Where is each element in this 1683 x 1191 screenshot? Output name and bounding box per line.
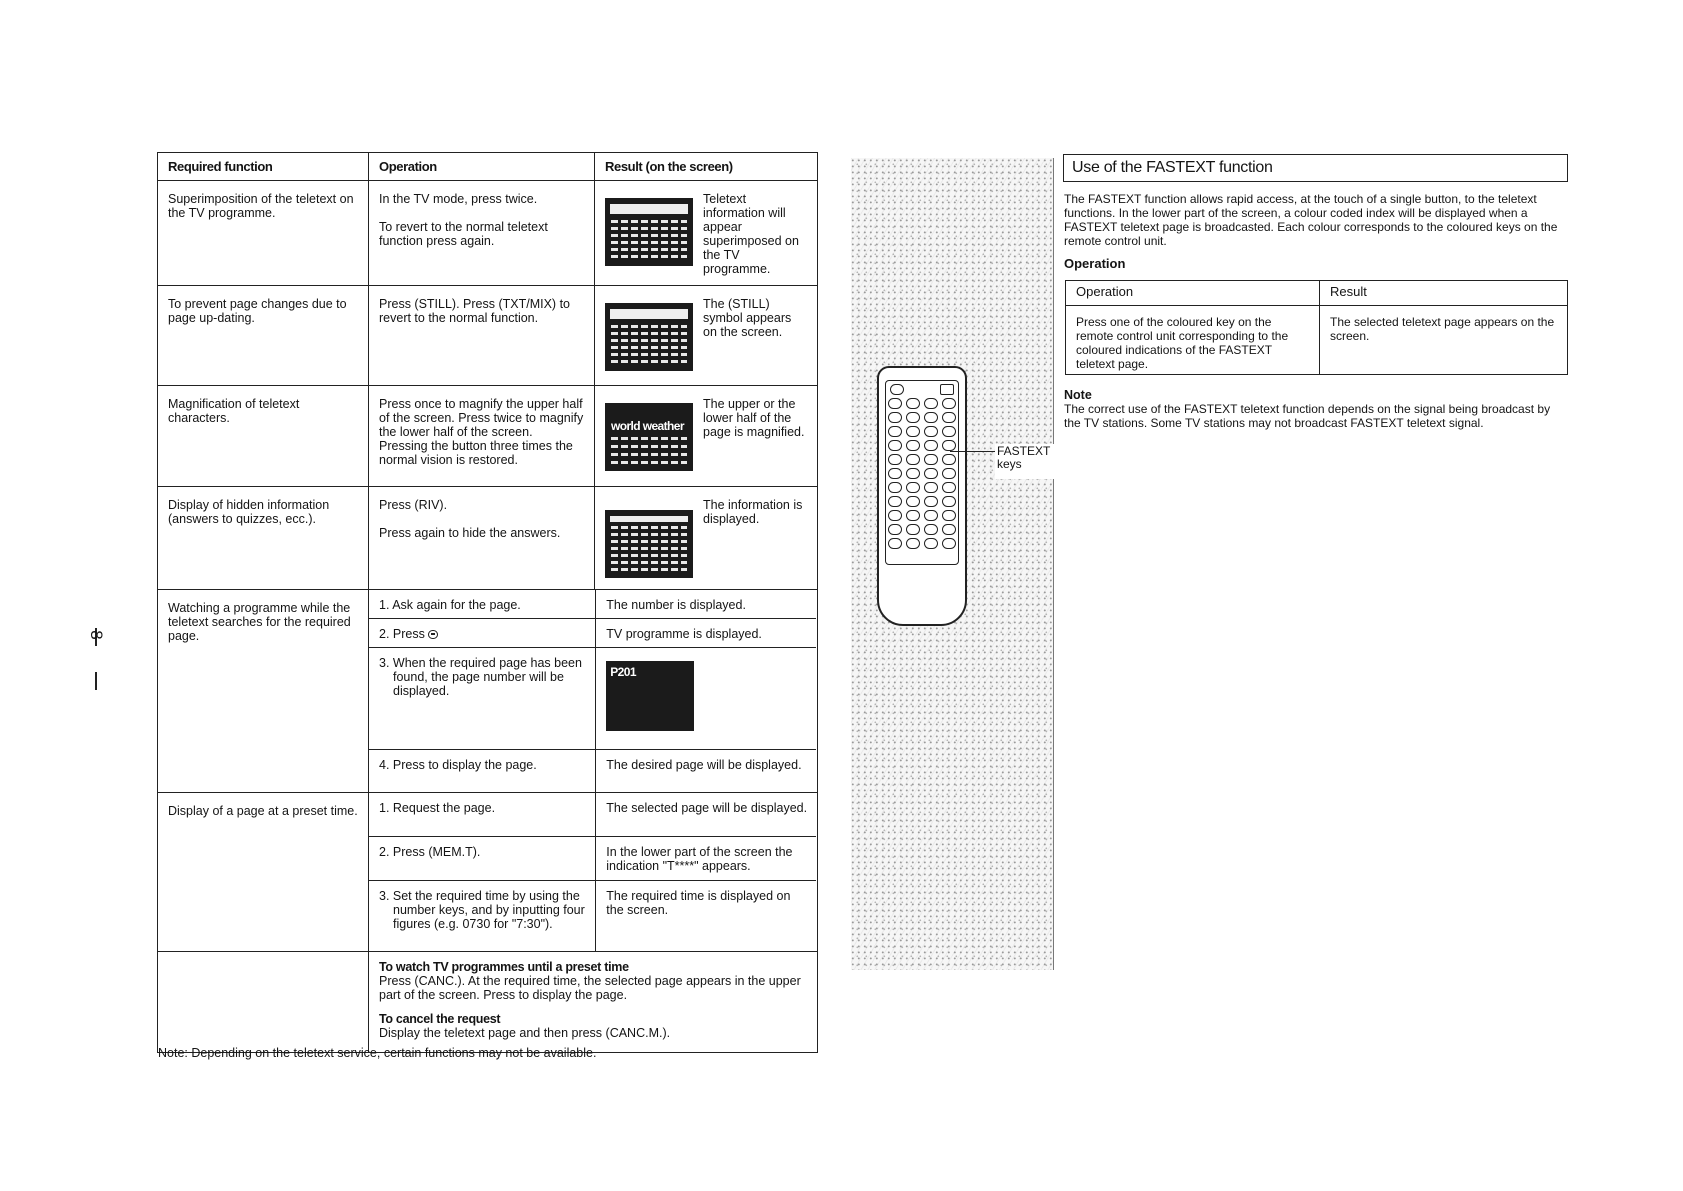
step-operation: 4. Press to display the page. (369, 750, 596, 792)
step-result (596, 648, 816, 749)
teletext-screen-thumbnail (605, 510, 693, 578)
step-row (369, 881, 816, 951)
operation-cell (369, 286, 595, 385)
step-row (369, 750, 816, 792)
step-result: The desired page will be displayed. (606, 758, 802, 772)
column-header: Operation (1066, 281, 1320, 305)
step-result: The required time is displayed on the screen. (606, 889, 791, 917)
step-operation (369, 619, 596, 647)
table-row (158, 181, 817, 286)
remote-keypad (885, 380, 959, 565)
operation-text: Press (STILL). Press (TXT/MIX) to revert to the normal function. (379, 297, 570, 325)
function-cell: Watching a programme while the teletext searches for the required page. (158, 590, 369, 792)
fastext-keys-label: FASTEXT keys (995, 444, 1054, 479)
result-text: The (STILL) symbol appears on the screen. (703, 297, 792, 339)
cancel-text: Display the teletext page and then press (CANC.M.). (379, 1026, 671, 1040)
result-text: The upper or the lower half of the page is magnified. (703, 397, 805, 439)
remote-control-illustration (877, 366, 967, 626)
step-result: In the lower part of the screen the indication "T****" appears. (606, 845, 793, 873)
result-cell (595, 181, 816, 285)
operation-cell (369, 386, 595, 486)
teletext-screen-thumbnail (606, 661, 694, 731)
column-header: Required function (158, 153, 369, 180)
step-row (369, 619, 816, 648)
step-result: The number is displayed. (606, 598, 746, 612)
step-operation: 1. Request the page. (369, 793, 596, 836)
operation-cell: Press one of the coloured key on the remote control unit corresponding to the coloured indications of the FASTEXT teletext page. (1066, 306, 1320, 374)
table-row (158, 793, 817, 952)
result-cell: The selected teletext page appears on the screen. (1330, 315, 1555, 343)
column-header: Result (on the screen) (605, 159, 733, 174)
operation-text: To revert to the normal teletext function press again. (379, 220, 548, 248)
step-row (369, 837, 816, 881)
function-cell: Display of hidden information (answers to quizzes, ecc.). (158, 487, 369, 589)
step-list (369, 793, 816, 951)
note-text: The correct use of the FASTEXT teletext function depends on the signal being broadcast by the TV stations. Some TV stations may not broadcast FASTEXT teletext signal. (1064, 402, 1551, 430)
table-row (158, 590, 817, 793)
table-header (1066, 281, 1567, 306)
teletext-functions-table (157, 152, 818, 1053)
step-operation: 1. Ask again for the page. (369, 590, 596, 618)
teletext-screen-thumbnail (605, 403, 693, 471)
teletext-screen-thumbnail (605, 303, 693, 371)
table-row (1066, 306, 1567, 374)
watch-text: Press (CANC.). At the required time, the selected page appears in the upper part of the screen. Press to display the page. (379, 974, 801, 1002)
operation-cell (369, 181, 595, 285)
operation-cell (369, 487, 595, 589)
result-cell (595, 386, 816, 486)
teletext-screen-thumbnail (605, 198, 693, 266)
step-list (369, 590, 816, 792)
operation-text: Press once to magnify the upper half of the screen. Press twice to magnify the lower half of the screen. Pressing the button three times the normal vision is restored. (379, 397, 584, 467)
function-cell: Display of a page at a preset time. (158, 793, 369, 951)
step-row (369, 648, 816, 750)
fastext-pointer-line (950, 451, 996, 452)
cancel-heading: To cancel the request (379, 1012, 501, 1026)
operation-text: In the TV mode, press twice. (379, 192, 538, 206)
step-operation-text: 2. Press (379, 627, 425, 641)
screen-caption: world weather (611, 419, 684, 433)
table-row (158, 952, 817, 1052)
fastext-table (1065, 280, 1568, 375)
function-cell: Magnification of teletext characters. (158, 386, 369, 486)
page-marker-line (95, 672, 97, 690)
note-heading: Note (1064, 388, 1092, 402)
step-operation (369, 881, 596, 951)
table-row (158, 487, 817, 590)
step-operation (369, 648, 596, 749)
step-row (369, 590, 816, 619)
table-row (158, 286, 817, 386)
result-text: The information is displayed. (703, 498, 803, 526)
operation-text: Press again to hide the answers. (379, 526, 561, 540)
function-cell: Superimposition of the teletext on the TV programme. (158, 181, 369, 285)
teletext-key-icon (428, 630, 438, 639)
operation-text: Press (RIV). (379, 498, 448, 512)
step-operation-text: 3. When the required page has been found, the page number will be displayed. (379, 656, 582, 698)
result-cell (595, 487, 816, 589)
preset-instructions (369, 952, 816, 1052)
table-header (158, 153, 817, 181)
step-operation: 2. Press (MEM.T). (369, 837, 596, 880)
step-row (369, 793, 816, 837)
column-header: Operation (369, 153, 595, 180)
page-number-caption: P201 (610, 665, 636, 679)
column-header: Result (1330, 284, 1367, 299)
step-result: The selected page will be displayed. (606, 801, 808, 815)
page-number: 8 (87, 630, 106, 640)
function-cell: To prevent page changes due to page up-dating. (158, 286, 369, 385)
fastext-intro: The FASTEXT function allows rapid access, at the touch of a single button, to the teletext functions. In the lower part of the screen, a colour coded index will be displayed when a FASTEXT teletext page is broadcasted. Each colour corresponds to the coloured keys on the remote control unit. (1064, 192, 1558, 248)
table-row (158, 386, 817, 487)
watch-heading: To watch TV programmes until a preset time (379, 960, 629, 974)
left-note: Note: Depending on the teletext service, certain functions may not be available. (158, 1046, 597, 1060)
function-cell (158, 952, 369, 1052)
operation-label: Operation (1064, 256, 1126, 271)
result-cell (595, 286, 816, 385)
step-result: TV programme is displayed. (606, 627, 762, 641)
result-text: Teletext information will appear superimposed on the TV programme. (703, 192, 799, 276)
fastext-title: Use of the FASTEXT function (1063, 154, 1568, 182)
step-operation-text: 3. Set the required time by using the number keys, and by inputting four figures (e.g. 0730 for "7:30"). (379, 889, 585, 931)
